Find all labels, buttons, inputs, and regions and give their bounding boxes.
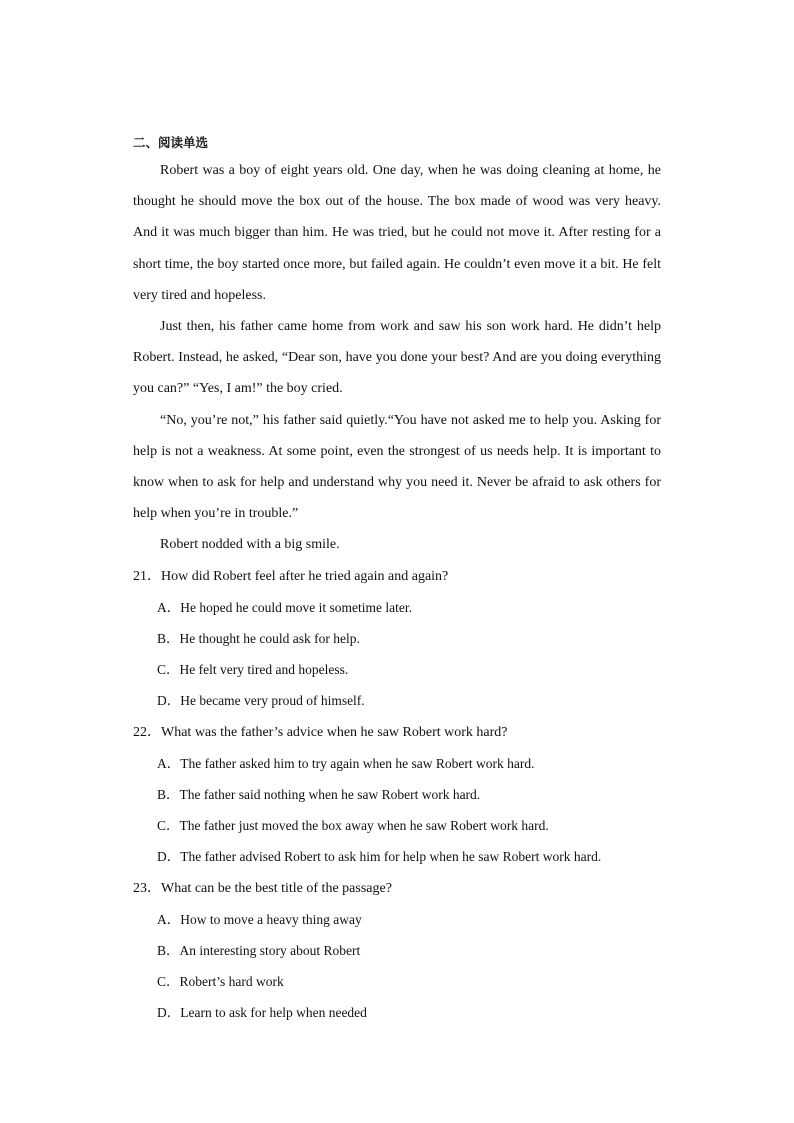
option-d [133,997,661,1028]
question-text: What was the father’s advice when he saw Robert work hard? [161,724,508,740]
option-letter: D． [157,693,181,709]
section-heading: 二、阅读单选 [133,135,209,150]
option-text: The father just moved the box away when he saw Robert work hard. [179,818,549,834]
question-23 [133,873,661,1029]
option-text: Robert’s hard work [179,974,284,990]
question-number: 21． [133,568,161,584]
option-text: Learn to ask for help when needed [180,1005,367,1021]
question-21 [133,561,661,717]
reading-passage [133,155,661,561]
option-b [133,623,661,654]
option-text: The father asked him to try again when he saw Robert work hard. [180,755,535,771]
option-text: He hoped he could move it sometime later. [180,599,412,615]
option-letter: D． [157,849,181,865]
option-letter: A． [157,599,181,615]
option-c [133,966,661,997]
option-text: He felt very tired and hopeless. [179,662,349,678]
option-a [133,592,661,623]
option-d [133,685,661,716]
question-text: What can be the best title of the passage? [161,880,392,896]
option-letter: C． [157,818,180,834]
option-a [133,748,661,779]
option-a [133,904,661,935]
option-letter: D． [157,1005,181,1021]
option-text: The father said nothing when he saw Robert work hard. [179,786,481,802]
option-c [133,810,661,841]
passage-paragraph: Robert was a boy of eight years old. One day, when he was doing cleaning at home, he thought he should move the box out of the house. The box made of wood was very heavy. And it was much bigger than him. He was tried, but he could not move it. After resting for a short time, the boy started once more, but failed again. He couldn’t even move it a bit. He felt very tired and hopeless. [133,163,661,303]
page-content [133,134,661,1028]
option-text: An interesting story about Robert [179,942,361,958]
question-number: 22． [133,724,161,740]
option-letter: A． [157,755,181,771]
option-letter: C． [157,662,180,678]
passage-paragraph: “No, you’re not,” his father said quietly.“You have not asked me to help you. Asking for help is not a weakness. At some point, even the strongest of us needs help. It is important to know when to ask for help and understand why you need it. Never be afraid to ask others for help when you’re in trouble.” [133,412,661,522]
passage-paragraph: Robert nodded with a big smile. [160,537,340,553]
option-letter: B． [157,786,180,802]
question-stem [133,561,661,592]
option-text: He became very proud of himself. [180,693,365,709]
passage-paragraph: Just then, his father came home from work and saw his son work hard. He didn’t help Robert. Instead, he asked, “Dear son, have you done your best? And are you doing everything you can?” “Yes, I am!” the boy cried. [133,319,661,397]
option-b [133,779,661,810]
option-text: How to move a heavy thing away [180,911,362,927]
question-stem [133,873,661,904]
option-d [133,841,661,872]
question-stem [133,717,661,748]
question-22 [133,717,661,873]
option-c [133,654,661,685]
option-text: He thought he could ask for help. [179,631,360,647]
option-letter: A． [157,911,181,927]
option-letter: B． [157,942,180,958]
option-letter: C． [157,974,180,990]
question-text: How did Robert feel after he tried again and again? [161,568,449,584]
option-b [133,935,661,966]
option-text: The father advised Robert to ask him for help when he saw Robert work hard. [180,849,602,865]
option-letter: B． [157,631,180,647]
question-number: 23． [133,880,161,896]
